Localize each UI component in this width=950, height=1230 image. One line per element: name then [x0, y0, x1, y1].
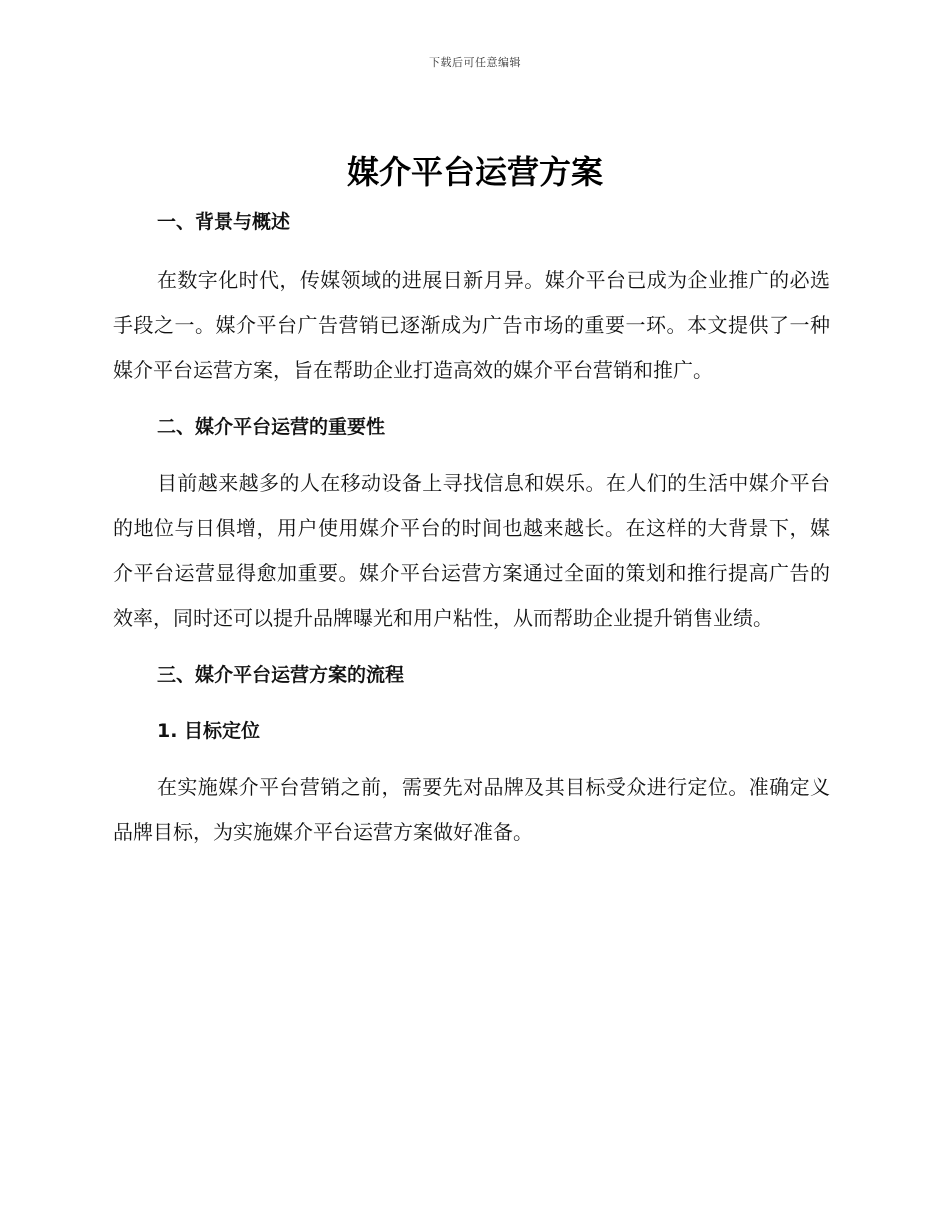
document-body [113, 200, 830, 855]
subsection-paragraph-target-positioning: 在实施媒介平台营销之前，需要先对品牌及其目标受众进行定位。准确定义品牌目标，为实施媒介平台运营方案做好准备。 [113, 775, 830, 844]
subsection-heading-target-positioning: 1. 目标定位 [157, 720, 261, 742]
header-note: 下载后可任意编辑 [429, 56, 521, 69]
section-paragraph-importance: 目前越来越多的人在移动设备上寻找信息和娱乐。在人们的生活中媒介平台的地位与日俱增，用户使用媒介平台的时间也越来越长。在这样的大背景下，媒介平台运营显得愈加重要。媒介平台运营方案通过全面的策划和推行提高广告的效率，同时还可以提升品牌曝光和用户粘性，从而帮助企业提升销售业绩。 [113, 471, 830, 630]
section-heading-background: 一、背景与概述 [157, 211, 291, 233]
section-heading-process: 三、媒介平台运营方案的流程 [157, 664, 405, 686]
section-heading-importance: 二、媒介平台运营的重要性 [157, 416, 386, 438]
section-paragraph-background: 在数字化时代，传媒领域的进展日新月异。媒介平台已成为企业推广的必选手段之一。媒介平台广告营销已逐渐成为广告市场的重要一环。本文提供了一种媒介平台运营方案，旨在帮助企业打造高效的媒介平台营销和推广。 [113, 268, 830, 382]
document-title: 媒介平台运营方案 [346, 153, 603, 191]
